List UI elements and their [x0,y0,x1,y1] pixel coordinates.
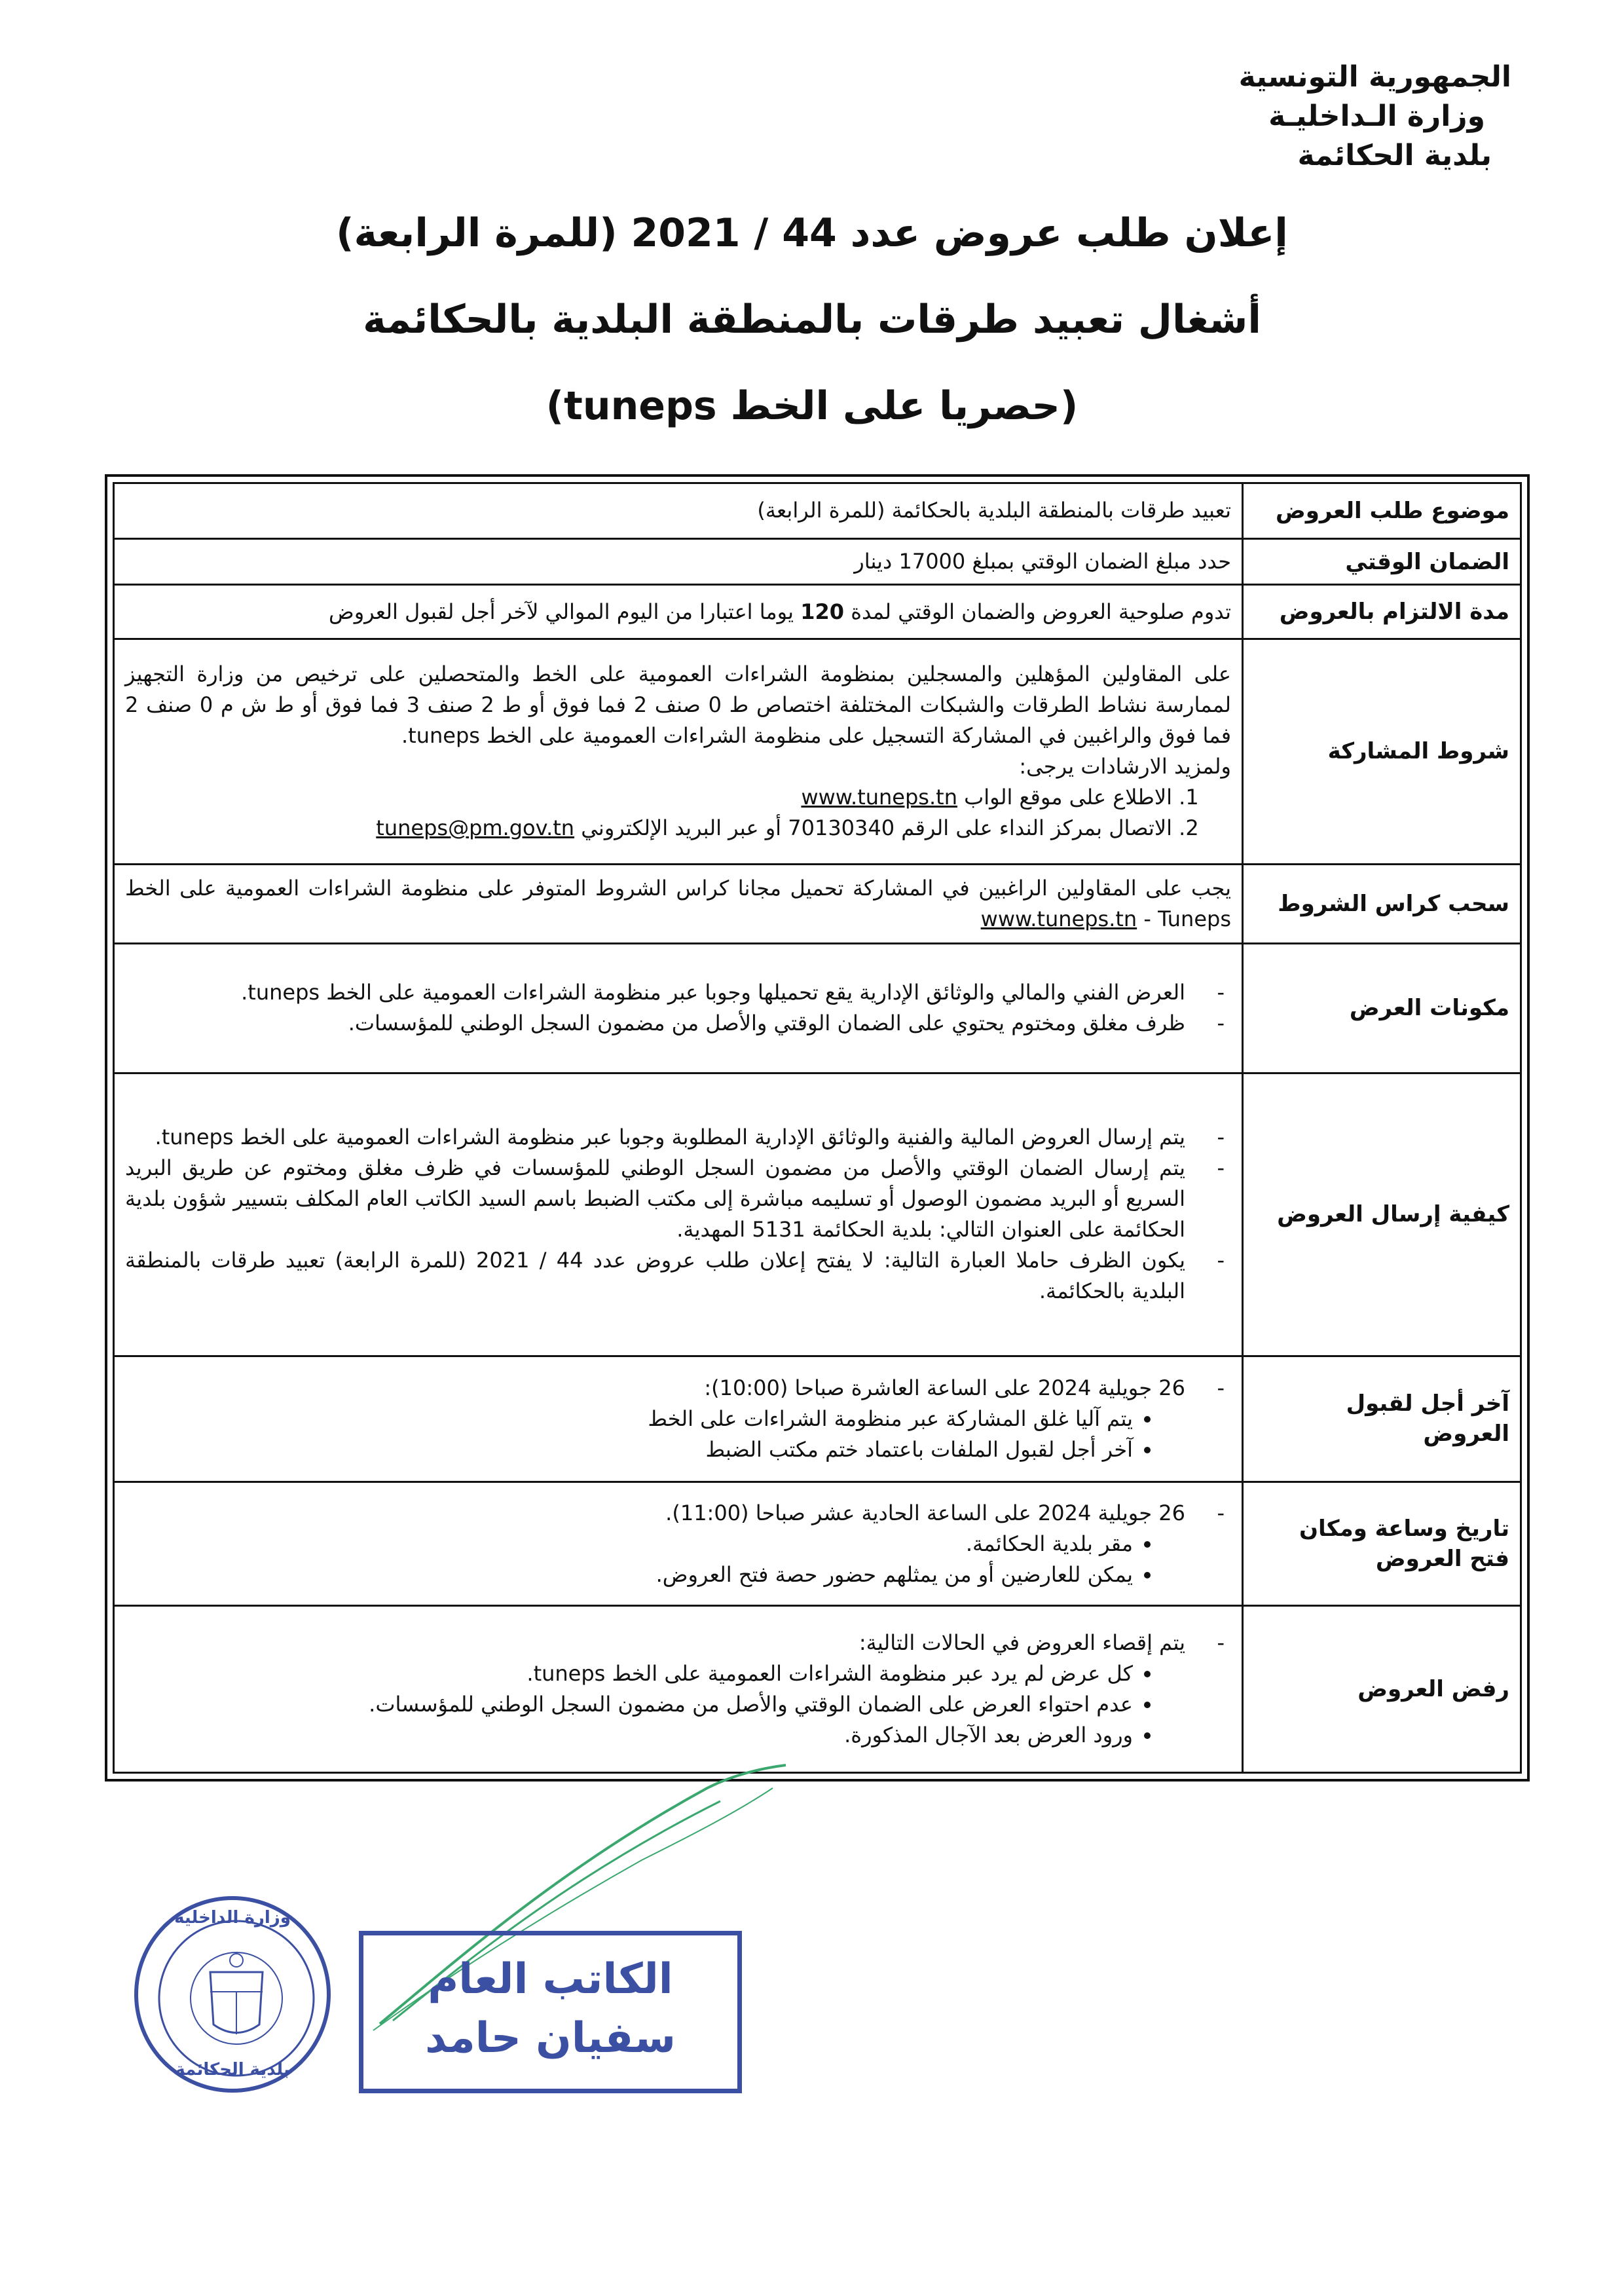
website-link[interactable]: www.tuneps.tn [801,785,957,810]
list-item [125,1628,1185,1751]
row-value [114,639,1243,864]
list-item [125,782,1172,813]
letterhead [1053,58,1511,176]
list-item: - يتم إرسال الضمان الوقتي والأصل من مضمون السجل الوطني للمؤسسات في ظرف مغلق ومختوم عن طريق البريد السريع أو البريد مضمون الوصول أو تسليمه مباشرة إلى مكتب الضبط باسم السيد الكاتب العام المكلف بتسيير شؤون بلدية الحكائمة على العنوان التالي: بلدية الحكائمة 5131 المهدية. [125,1153,1185,1245]
opening-list [125,1498,1231,1590]
deadline-list [125,1373,1231,1465]
row-value [114,1482,1243,1606]
row-label: مكونات العرض [1243,943,1521,1073]
row-label: الضمان الوقتي [1243,538,1521,585]
row-label: آخر أجل لقبول العروض [1243,1356,1521,1482]
bullet-item: • ورود العرض بعد الآجال المذكورة. [125,1720,1133,1751]
row-value [114,585,1243,639]
conditions-text: على المقاولين المؤهلين والمسجلين بمنظومة الشراءات العمومية على الخط والمتحصلين على ترخيص من وزارة التجهيز لممارسة نشاط الطرقات والشبكات المختلفة اختصاص ط 0 صنف 2 فما فوق أو ط 2 صنف 3 فما فوق أو ط ش م 0 صنف 2 فما فوق والراغبين في المشاركة التسجيل على منظومة الشراءات العمومية على الخط tuneps. [125,662,1232,749]
row-value [114,1606,1243,1773]
table-row-components [114,943,1521,1073]
specs-text: يجب على المقاولين الراغبين في المشاركة تحميل مجانا كراس الشروط المتوفر على منظومة الشراءات العمومية على الخط [125,875,1231,901]
list-item [125,813,1172,844]
row-label: رفض العروض [1243,1606,1521,1773]
commitment-days: 120 [800,599,845,624]
sending-list [125,1122,1231,1307]
specs-suffix: - Tuneps [1143,906,1231,931]
stamp-round-bottom: بلدية الحكائمة [175,2060,290,2080]
table-row-rejection [114,1606,1521,1773]
table-row-commitment [114,585,1521,639]
details-table-frame [105,474,1530,1782]
official-round-stamp [134,1896,331,2093]
list-item: - ظرف مغلق ومختوم يحتوي على الضمان الوقتي والأصل من مضمون السجل الوطني للمؤسسات. [125,1008,1185,1039]
conditions-more: ولمزيد الارشادات يرجى: [1019,754,1231,779]
ministry-name: وزارة الـداخليـة [1268,100,1485,133]
bullet-item: • يتم آليا غلق المشاركة عبر منظومة الشراءات على الخط [125,1404,1133,1434]
row-value: تعبيد طرقات بالمنطقة البلدية بالحكائمة (للمرة الرابعة) [114,483,1243,539]
table-row-specs [114,864,1521,943]
email-link[interactable]: tuneps@pm.gov.tn [376,815,575,841]
components-list [125,977,1231,1039]
list-item-text: 26 جويلية 2024 على الساعة العاشرة صباحا (10:00): [704,1375,1185,1400]
row-value [114,864,1243,943]
list-item-text: 26 جويلية 2024 على الساعة الحادية عشر صباحا (11:00). [665,1500,1185,1525]
list-item [125,1498,1185,1590]
country-name: الجمهورية التونسية [1238,60,1511,94]
opening-sublist [125,1529,1185,1590]
bullet-item: • آخر أجل لقبول الملفات باعتماد ختم مكتب الضبط [125,1434,1133,1465]
row-label: تاريخ وساعة ومكان فتح العروض [1243,1482,1521,1606]
announcement-title: إعلان طلب عروض عدد 44 / 2021 (للمرة الرابعة) [336,210,1288,256]
list-item [125,1373,1185,1465]
list-item: - يكون الظرف حاملا العبارة التالية: لا يفتح إعلان طلب عروض عدد 44 / 2021 (للمرة الرابعة) تعبيد طرقات بالمنطقة البلدية بالحكائمة. [125,1245,1185,1307]
stamp-title: الكاتب العام [428,1955,673,2004]
details-table [113,482,1522,1774]
row-value [114,1073,1243,1356]
row-value [114,1356,1243,1482]
table-row-subject [114,483,1521,539]
bullet-item: • يمكن للعارضين أو من يمثلهم حضور حصة فتح العروض. [125,1559,1133,1590]
secretary-stamp [359,1931,742,2093]
row-label: شروط المشاركة [1243,639,1521,864]
commitment-text-after: يوما اعتبارا من اليوم الموالي لآخر أجل لقبول العروض [329,599,794,624]
table-row-sending [114,1073,1521,1356]
announcement-subject: أشغال تعبيد طرقات بالمنطقة البلدية بالحكائمة [363,297,1261,343]
row-value [114,943,1243,1073]
list-item-text: الاطلاع على موقع الواب [964,785,1172,810]
rejection-sublist [125,1658,1185,1751]
list-item-text: يتم إقصاء العروض في الحالات التالية: [858,1630,1185,1656]
row-label: مدة الالتزام بالعروض [1243,585,1521,639]
table-row-guarantee [114,538,1521,585]
website-link[interactable]: www.tuneps.tn [980,906,1137,931]
rejection-list [125,1628,1231,1751]
announcement-titles [131,208,1493,468]
table-row-conditions [114,639,1521,864]
commitment-text-before: تدوم صلوحية العروض والضمان الوقتي لمدة [851,599,1231,624]
stamp-round-top: وزارة الداخلية [174,1908,291,1928]
row-label: كيفية إرسال العروض [1243,1073,1521,1356]
deadline-sublist [125,1404,1185,1465]
row-label: موضوع طلب العروض [1243,483,1521,539]
row-value: حدد مبلغ الضمان الوقتي بمبلغ 17000 دينار [114,538,1243,585]
table-row-opening [114,1482,1521,1606]
list-item: - يتم إرسال العروض المالية والفنية والوثائق الإدارية المطلوبة وجوبا عبر منظومة الشراءات العمومية على الخط tuneps. [125,1122,1185,1153]
municipality-name: بلدية الحكائمة [1297,139,1492,172]
table-row-deadline [114,1356,1521,1482]
bullet-item: • مقر بلدية الحكائمة. [125,1529,1133,1559]
bullet-item: • عدم احتواء العرض على الضمان الوقتي والأصل من مضمون السجل الوطني للمؤسسات. [125,1689,1133,1720]
bullet-item: • كل عرض لم يرد عبر منظومة الشراءات العمومية على الخط tuneps. [125,1658,1133,1689]
stamp-name: سفيان حامد [425,2014,676,2062]
conditions-list [125,782,1231,844]
announcement-note: (حصريا على الخط tuneps) [545,383,1079,429]
list-item-text: الاتصال بمركز النداء على الرقم 70130340 أو عبر البريد الإلكتروني [581,815,1172,841]
row-label: سحب كراس الشروط [1243,864,1521,943]
list-item: - العرض الفني والمالي والوثائق الإدارية يقع تحميلها وجوبا عبر منظومة الشراءات العمومية على الخط tuneps. [125,977,1185,1008]
